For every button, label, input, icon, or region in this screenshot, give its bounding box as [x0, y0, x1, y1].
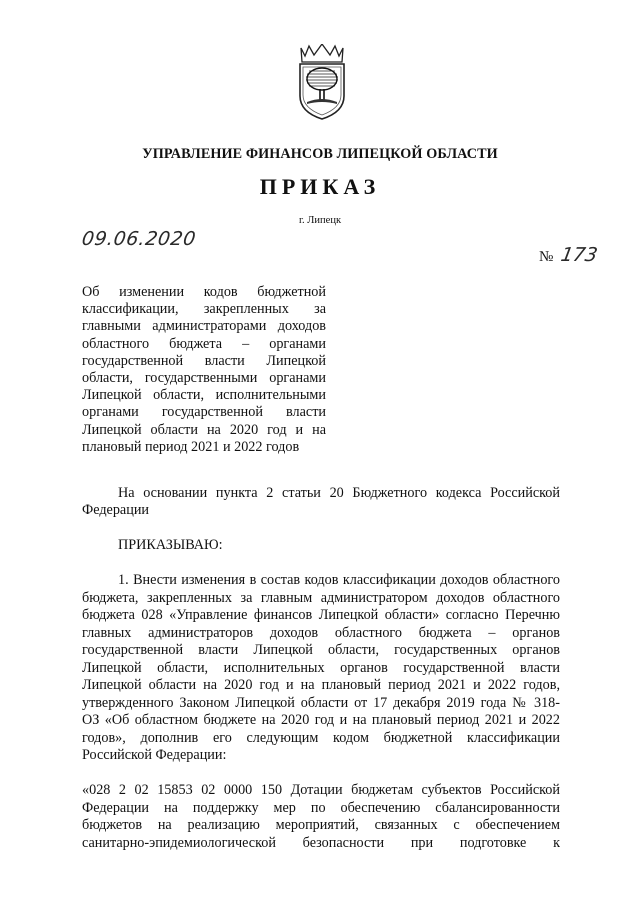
item1-line: утвержденного Законом Липецкой области от 17 декабря 2019 года № 318- — [82, 694, 560, 711]
order-word: ПРИКАЗЫВАЮ: — [118, 537, 223, 553]
item1-line: бюджета, закрепленных за главным администратором доходов областного — [82, 589, 560, 606]
title-line: Липецкой области на 2020 год и на — [82, 421, 326, 438]
code-line: Федерации на поддержку мер по обеспечению сбалансированности — [82, 799, 560, 816]
item1-line: Липецкой области на 2020 год и на плановый период 2021 и 2022 годов, — [82, 677, 560, 693]
title-line: классификации, закрепленных за — [82, 301, 326, 318]
document-type: ПРИКАЗ — [259, 174, 381, 199]
title-line: Липецкой области, исполнительными — [82, 387, 326, 404]
code-line: санитарно-эпидемиологической безопасности при подготовке к — [82, 834, 560, 851]
title-line: областного бюджета – органами — [82, 335, 326, 352]
item1-line: бюджета 028 «Управление финансов Липецкой области» согласно Перечню — [82, 607, 560, 623]
item1-line: ОЗ «Об областном бюджете на 2020 год и на плановый период 2021 и 2022 — [82, 712, 560, 728]
item1-line: Липецкой области, исполнительных органов государственной власти — [82, 659, 560, 676]
item1-line: Российской Федерации: — [82, 747, 227, 763]
title-line: Об изменении кодов бюджетной — [82, 284, 326, 300]
order-title — [82, 284, 326, 456]
basis-line: На основании пункта 2 статьи 20 Бюджетного кодекса Российской — [118, 485, 560, 501]
item1-line: главных администраторов доходов областного бюджета – органов — [82, 624, 560, 641]
handwritten-number: 173 — [559, 244, 600, 266]
item1-line: государственной власти Липецкой области, государственных органов — [82, 642, 560, 658]
title-line: государственной власти Липецкой — [82, 352, 326, 369]
coat-of-arms-emblem — [295, 44, 349, 120]
order-number — [539, 244, 600, 266]
code-line: «028 2 02 15853 02 0000 150 Дотации бюджетам субъектов Российской — [82, 782, 560, 798]
title-line: плановый период 2021 и 2022 годов — [82, 438, 300, 455]
handwritten-date: 09.06.2020 — [80, 228, 198, 250]
item1-line: 1. Внести изменения в состав кодов классификации доходов областного — [118, 572, 560, 588]
code-line: бюджетов на реализацию мероприятий, связанных с обеспечением — [82, 817, 560, 833]
number-sign: № — [539, 249, 554, 265]
item1-line: годов», дополнив его следующим кодом бюджетной классификации — [82, 729, 560, 746]
authority-name: УПРАВЛЕНИЕ ФИНАНСОВ ЛИПЕЦКОЙ ОБЛАСТИ — [142, 146, 498, 162]
basis-line: Федерации — [82, 502, 150, 518]
title-line: главными администраторами доходов — [82, 318, 326, 335]
city-name: г. Липецк — [298, 215, 342, 226]
title-line: области, государственными органами — [82, 369, 326, 386]
title-line: органами государственной власти — [82, 404, 326, 421]
